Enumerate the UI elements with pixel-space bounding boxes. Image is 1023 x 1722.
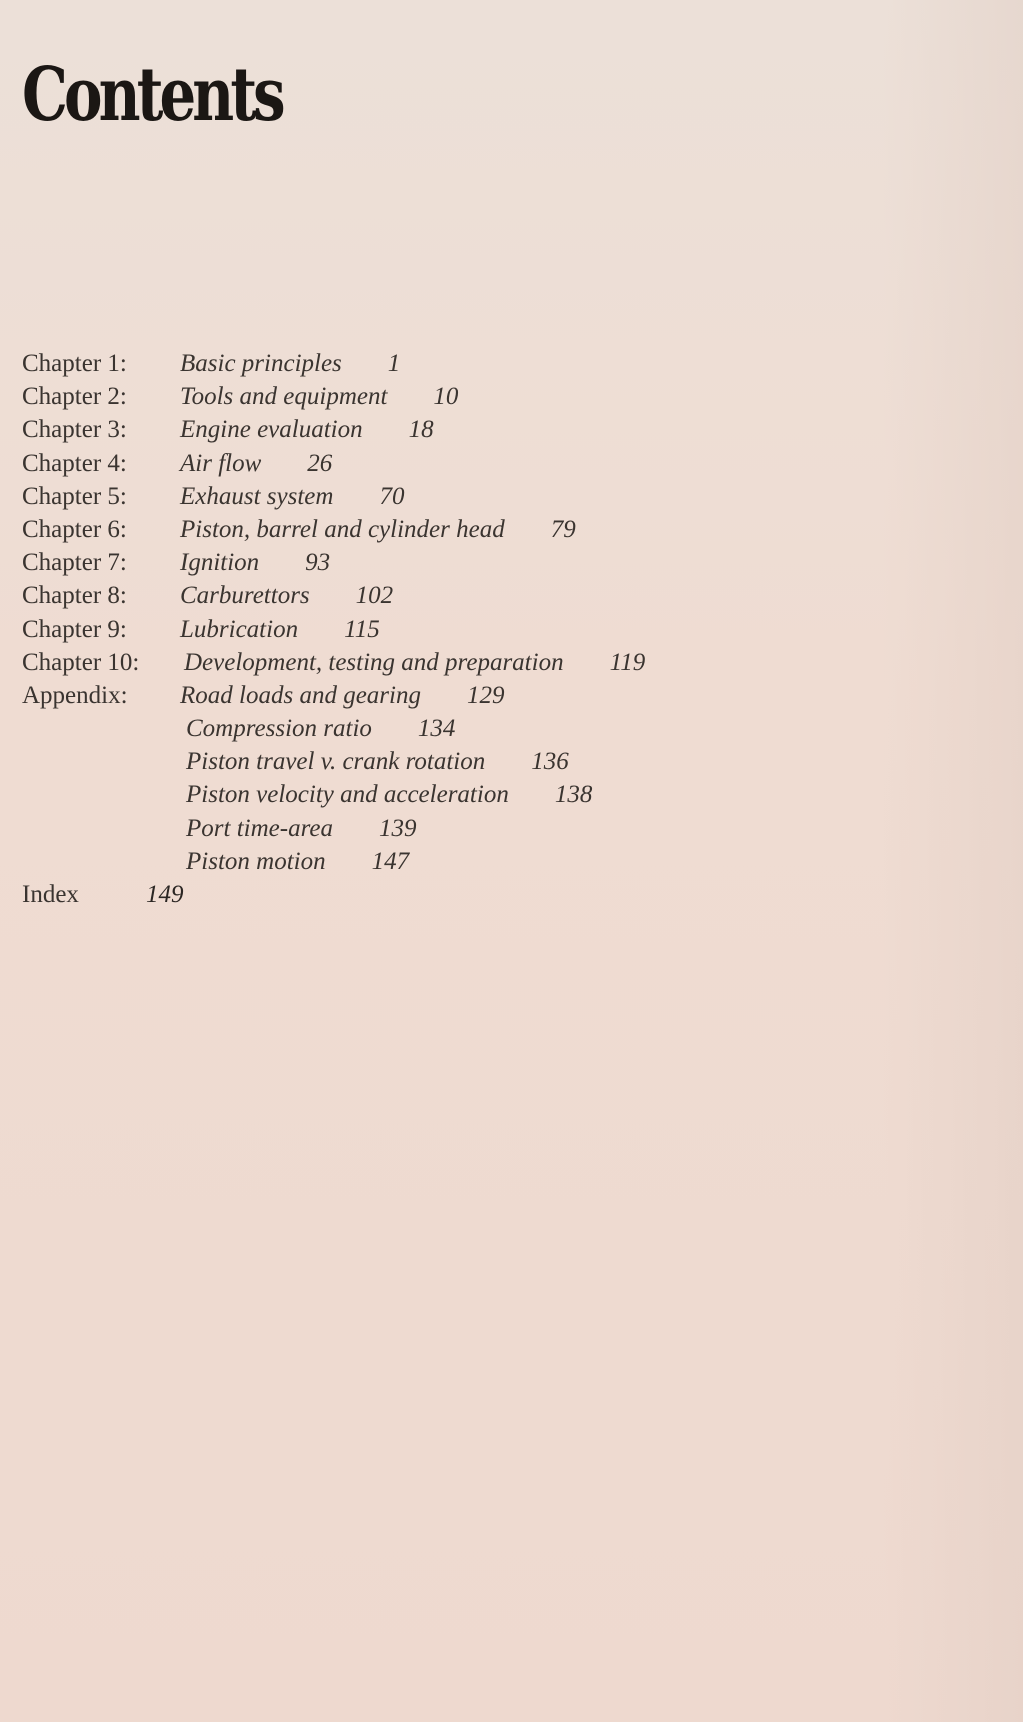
chapter-title: Engine evaluation [180,416,363,444]
chapter-label: Chapter 5: [22,482,127,510]
toc-row-chapter-1 [22,347,922,380]
appendix-label: Appendix: [22,681,128,709]
chapter-page-number: 70 [379,482,405,510]
chapter-title: Development, testing and preparation [184,648,564,676]
appendix-page-number: 129 [466,681,505,709]
chapter-entry [184,646,645,679]
appendix-page-number: 136 [531,748,569,776]
toc-row-chapter-3 [22,413,922,446]
toc-row-appendix-6 [22,845,922,878]
toc-row-chapter-10 [22,646,922,679]
toc-row-chapter-4 [22,447,922,480]
index-page-number: 149 [146,881,184,908]
chapter-title: Air flow [180,449,262,477]
appendix-title: Compression ratio [186,715,372,743]
toc-row-appendix-5 [22,812,922,845]
table-of-contents [22,347,922,911]
chapter-entry [180,513,576,546]
appendix-entry [186,745,569,778]
appendix-title: Piston velocity and acceleration [186,781,509,809]
toc-row-appendix-3 [22,745,922,778]
toc-row-chapter-5 [22,480,922,513]
chapter-page-number: 79 [550,515,576,543]
toc-row-appendix-2 [22,712,922,745]
appendix-title: Port time-area [186,814,333,842]
chapter-page-number: 1 [387,350,401,377]
chapter-title: Ignition [180,549,260,577]
chapter-label: Chapter 7: [22,549,127,577]
chapter-page-number: 10 [433,383,459,411]
chapter-entry [180,347,400,380]
appendix-entry [180,679,504,712]
chapter-page-number: 119 [609,648,646,676]
appendix-page-number: 139 [378,814,417,842]
toc-row-index [22,878,922,911]
chapter-label: Chapter 1: [22,350,127,377]
appendix-entry [186,712,455,745]
toc-row-chapter-9 [22,613,922,646]
toc-row-chapter-2 [22,380,922,413]
chapter-label: Chapter 3: [22,416,127,444]
chapter-title: Basic principles [180,350,342,377]
appendix-page-number: 134 [417,715,456,743]
chapter-page-number: 115 [344,615,380,643]
chapter-label: Chapter 9: [22,615,127,643]
appendix-title: Piston motion [186,847,326,875]
chapter-page-number: 102 [355,582,394,610]
chapter-label: Chapter 8: [22,582,127,610]
chapter-label: Chapter 2: [22,383,127,411]
toc-row-chapter-8 [22,579,922,612]
appendix-entry [186,778,592,811]
toc-row-chapter-7 [22,546,922,579]
appendix-page-number: 147 [371,847,410,875]
chapter-entry [180,380,458,413]
chapter-title: Piston, barrel and cylinder head [180,515,505,543]
page-title: Contents [22,52,282,138]
appendix-title: Piston travel v. crank rotation [186,748,486,776]
appendix-page-number: 138 [554,781,593,809]
chapter-label: Chapter 4: [22,449,127,477]
chapter-page-number: 93 [305,549,331,577]
chapter-entry [180,579,393,612]
toc-row-chapter-6 [22,513,922,546]
chapter-title: Exhaust system [180,482,334,510]
toc-row-appendix-1 [22,679,922,712]
chapter-title: Tools and equipment [180,383,388,411]
toc-row-appendix-4 [22,778,922,811]
chapter-title: Carburettors [180,582,310,610]
chapter-entry [180,546,330,579]
appendix-entry [186,845,409,878]
chapter-label: Chapter 10: [22,648,140,676]
chapter-entry [180,613,380,646]
chapter-label: Chapter 6: [22,515,127,543]
chapter-page-number: 26 [307,449,333,477]
appendix-title: Road loads and gearing [180,681,421,709]
appendix-entry [186,812,416,845]
chapter-page-number: 18 [408,416,434,444]
chapter-entry [180,447,332,480]
chapter-entry [180,480,404,513]
chapter-title: Lubrication [180,615,299,643]
index-label: Index [22,881,79,908]
chapter-entry [180,413,434,446]
